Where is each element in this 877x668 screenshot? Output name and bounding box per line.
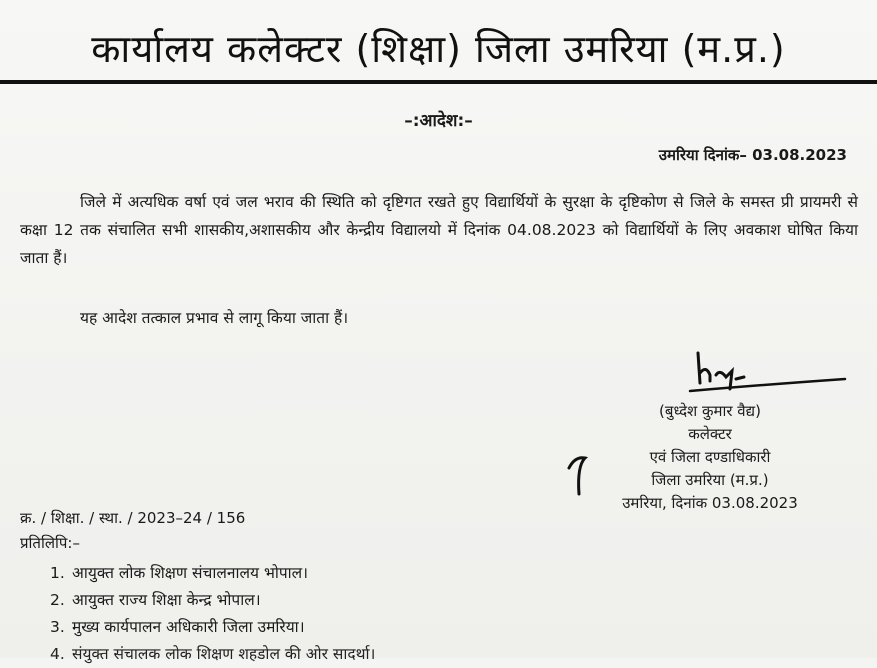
signatory-name: (बुध्देश कुमार वैद्य) [659, 402, 761, 420]
list-item: 3. मुख्य कार्यपालन अधिकारी जिला उमरिया। [50, 618, 305, 636]
copy-to-label: प्रतिलिपि:– [20, 534, 80, 552]
list-item: 1. आयुक्त लोक शिक्षण संचालनालय भोपाल। [50, 564, 309, 582]
signatory-designation-2: एवं जिला दण्डाधिकारी [649, 448, 771, 466]
office-title: कार्यालय कलेक्टर (शिक्षा) जिला उमरिया (म.प्र.) [91, 27, 786, 71]
list-item: 4. संयुक्त संचालक लोक शिक्षण शहडोल की ओर सादर्था। [50, 645, 376, 663]
signatory-block [560, 400, 860, 515]
copy-to-list [50, 560, 375, 668]
list-item: 2. आयुक्त राज्य शिक्षा केन्द्र भोपाल। [50, 591, 261, 609]
order-date: उमरिया दिनांक– 03.08.2023 [658, 146, 847, 164]
order-body-paragraph: जिले में अत्यधिक वर्षा एवं जल भराव की स्थिति को दृष्टिगत रखते हुए विद्यार्थियों के सुरक्षा के दृष्टिकोण से जिले के समस्त प्री प्रायमरी से कक्षा 12 तक संचालित सभी शासकीय,अशासकीय और केन्द्रीय विद्यालयो में दिनांक 04.08.2023 को विद्यार्थियों के लिए अवकाश घोषित किया जाता हैं। [20, 193, 858, 267]
title-divider [0, 80, 877, 84]
order-effect-paragraph: यह आदेश तत्काल प्रभाव से लागू किया जाता हैं। [80, 309, 349, 327]
signatory-district: जिला उमरिया (म.प्र.) [651, 471, 769, 489]
signatory-place-date: उमरिया, दिनांक 03.08.2023 [622, 494, 798, 512]
initial-mark [565, 448, 595, 498]
handwritten-signature [680, 345, 850, 405]
reference-number: क्र. / शिक्षा. / स्था. / 2023–24 / 156 [20, 509, 246, 527]
order-heading: –:आदेश:– [404, 111, 473, 131]
signatory-designation: कलेक्टर [688, 425, 732, 443]
